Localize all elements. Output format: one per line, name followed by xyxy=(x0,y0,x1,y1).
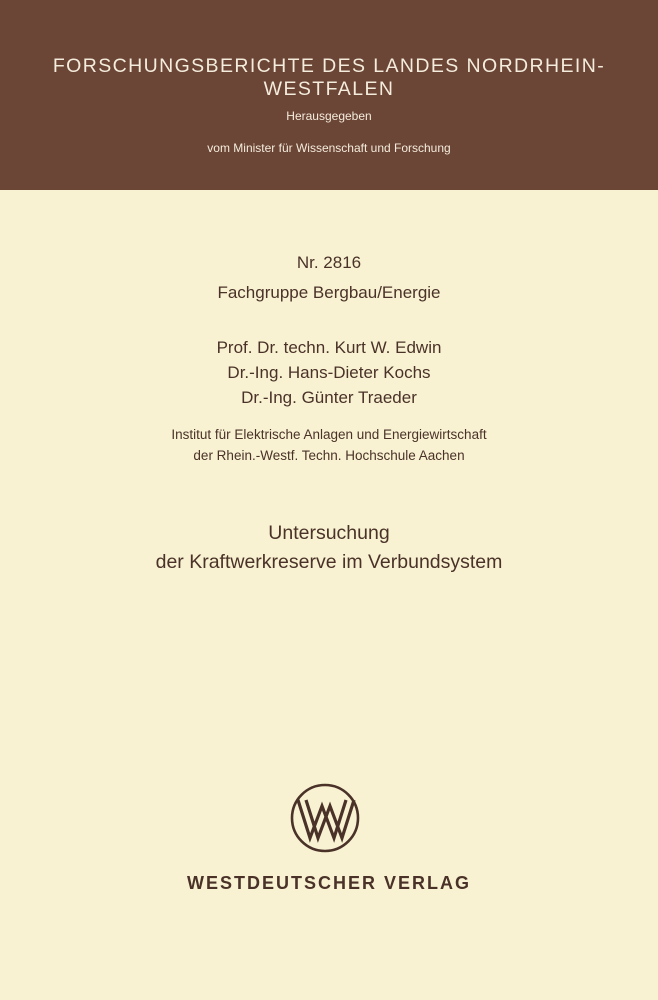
ww-circle-logo-icon xyxy=(289,782,361,854)
author-1: Prof. Dr. techn. Kurt W. Edwin xyxy=(216,338,442,357)
series-title: FORSCHUNGSBERICHTE DES LANDES NORDRHEIN-WESTFALEN xyxy=(52,55,606,100)
editor-line-2: vom Minister für Wissenschaft und Forschung xyxy=(207,141,451,155)
title-line-2: der Kraftwerkreserve im Verbundsystem xyxy=(155,551,503,573)
editor-line-1: Herausgegeben xyxy=(286,109,372,123)
header-band xyxy=(0,0,658,190)
author-3: Dr.-Ing. Günter Traeder xyxy=(241,388,417,407)
report-number: Nr. 2816 xyxy=(296,253,362,272)
publisher-name: WESTDEUTSCHER VERLAG xyxy=(186,873,471,893)
title-line-1: Untersuchung xyxy=(268,522,390,544)
institution-line-2: der Rhein.-Westf. Techn. Hochschule Aachen xyxy=(193,448,465,463)
institution-line-1: Institut für Elektrische Anlagen und Energiewirtschaft xyxy=(171,427,487,442)
author-2: Dr.-Ing. Hans-Dieter Kochs xyxy=(227,363,431,382)
report-group: Fachgruppe Bergbau/Energie xyxy=(217,283,441,302)
